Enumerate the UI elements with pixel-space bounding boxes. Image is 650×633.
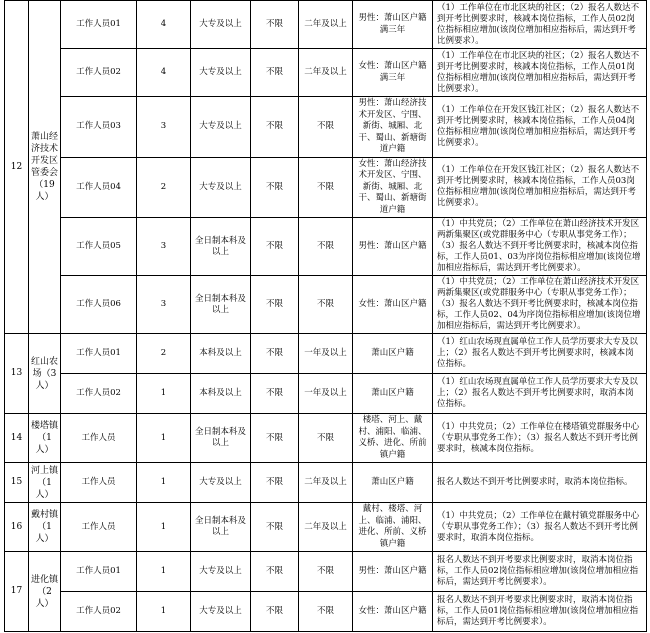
position-cell: 工作人员01 bbox=[61, 1, 137, 49]
other-requirement-cell: 男性：萧山区户籍满三年 bbox=[353, 1, 433, 49]
other-requirement-cell: 萧山区户籍 bbox=[353, 374, 433, 414]
education-cell: 全日制本科及以上 bbox=[191, 276, 251, 334]
other-requirement-cell: 男性：萧山经济技术开发区、宁围、新街、城厢、北干、蜀山、新塘街道户籍 bbox=[353, 97, 433, 158]
table-body bbox=[5, 1, 647, 632]
position-cell: 工作人员01 bbox=[61, 334, 137, 374]
major-cell: 不限 bbox=[251, 97, 299, 158]
position-cell: 工作人员02 bbox=[61, 592, 137, 632]
education-cell: 大专及以上 bbox=[191, 552, 251, 592]
count-cell: 1 bbox=[137, 552, 191, 592]
other-requirement-cell: 女性：萧山区户籍 bbox=[353, 592, 433, 632]
position-cell: 工作人员03 bbox=[61, 97, 137, 158]
experience-cell: 一年及以上 bbox=[299, 334, 353, 374]
experience-cell: 不限 bbox=[299, 97, 353, 158]
unit-name: 红山农场（3人） bbox=[29, 334, 61, 414]
position-cell: 工作人员 bbox=[61, 503, 137, 552]
count-cell: 1 bbox=[137, 592, 191, 632]
other-requirement-cell: 男性：萧山区户籍 bbox=[353, 218, 433, 276]
unit-name: 河上镇（1人） bbox=[29, 463, 61, 503]
major-cell: 不限 bbox=[251, 503, 299, 552]
note-cell: （1）工作单位在市北区块的社区；（2）报名人数达不到开考比例要求时，核减本岗位指标，工作人员01岗位指标相应增加(该岗位增加相应指标后，需达到开考比例要求）。 bbox=[433, 49, 647, 97]
major-cell: 不限 bbox=[251, 552, 299, 592]
experience-cell: 不限 bbox=[299, 414, 353, 463]
note-cell: （1）红山农场现直属单位工作人员学历要求大专及以上；（2）报名人数达不到开考比例要求时，取消本岗位指标。 bbox=[433, 374, 647, 414]
table-row bbox=[5, 503, 647, 552]
table-row bbox=[5, 276, 647, 334]
count-cell: 1 bbox=[137, 463, 191, 503]
note-cell: （1）红山农场现直属单位工作人员学历要求大专及以上；（2）报名人数达不到开考比例要求时，核减本岗位指标。 bbox=[433, 334, 647, 374]
other-requirement-cell: 戴村、楼塔、河上、临浦、浦阳、进化、所前、义桥镇户籍 bbox=[353, 503, 433, 552]
table-row bbox=[5, 1, 647, 49]
education-cell: 全日制本科及以上 bbox=[191, 503, 251, 552]
education-cell: 大专及以上 bbox=[191, 1, 251, 49]
major-cell: 不限 bbox=[251, 218, 299, 276]
position-cell: 工作人员02 bbox=[61, 374, 137, 414]
experience-cell: 二年及以上 bbox=[299, 49, 353, 97]
recruitment-table bbox=[4, 0, 647, 632]
other-requirement-cell: 女性：萧山区户籍 bbox=[353, 276, 433, 334]
note-cell: （1）工作单位在开发区钱江社区；（2）报名人数达不到开考比例要求时，核减本岗位指标，工作人员04岗位指标相应增加(该岗位增加相应指标后，需达到开考比例要求）。 bbox=[433, 97, 647, 158]
experience-cell: 二年及以上 bbox=[299, 1, 353, 49]
major-cell: 不限 bbox=[251, 49, 299, 97]
major-cell: 不限 bbox=[251, 374, 299, 414]
unit-index: 14 bbox=[5, 414, 29, 463]
unit-name: 进化镇（2人） bbox=[29, 552, 61, 632]
count-cell: 4 bbox=[137, 49, 191, 97]
major-cell: 不限 bbox=[251, 414, 299, 463]
note-cell: （1）工作单位在开发区钱江社区；（2）报名人数达不到开考比例要求时，核减本岗位指标，工作人员03岗位指标相应增加(该岗位增加相应指标后，需达到开考比例要求）。 bbox=[433, 157, 647, 218]
note-cell: 报名人数达不到开考要求比例要求时，取消本岗位指标，工作人员01岗位指标相应增加(该岗位增加相应指标后，需达到开考比例要求）。 bbox=[433, 592, 647, 632]
education-cell: 大专及以上 bbox=[191, 592, 251, 632]
unit-index: 15 bbox=[5, 463, 29, 503]
major-cell: 不限 bbox=[251, 592, 299, 632]
education-cell: 大专及以上 bbox=[191, 97, 251, 158]
note-cell: （1）中共党员；（2）工作单位在戴村镇党群服务中心（专职从事党务工作）；（3）报名人数达不到开考比例要求时，取消本岗位指标。 bbox=[433, 503, 647, 552]
table-row bbox=[5, 334, 647, 374]
education-cell: 大专及以上 bbox=[191, 157, 251, 218]
note-cell: （1）中共党员；（2）工作单位在萧山经济技术开发区两新集聚区(或党群服务中心（专职从事党务工作）；（3）报名人数达不到开考比例要求时，核减本岗位指标，工作人员02、04为序岗位指标相应增加(该岗位增加相应指标后，需达到开考比例要求）。 bbox=[433, 276, 647, 334]
table-row bbox=[5, 552, 647, 592]
table-row bbox=[5, 463, 647, 503]
experience-cell: 不限 bbox=[299, 592, 353, 632]
education-cell: 本科及以上 bbox=[191, 374, 251, 414]
position-cell: 工作人员 bbox=[61, 463, 137, 503]
table-row bbox=[5, 592, 647, 632]
position-cell: 工作人员 bbox=[61, 414, 137, 463]
note-cell: 报名人数达不到开考比例要求时，取消本岗位指标。 bbox=[433, 463, 647, 503]
position-cell: 工作人员02 bbox=[61, 49, 137, 97]
position-cell: 工作人员04 bbox=[61, 157, 137, 218]
experience-cell: 不限 bbox=[299, 552, 353, 592]
major-cell: 不限 bbox=[251, 276, 299, 334]
note-cell: （1）中共党员；（2）工作单位在萧山经济技术开发区两新集聚区(或党群服务中心（专职从事党务工作）；（3）报名人数达不到开考比例要求时，核减本岗位指标，工作人员01、03为序岗位指标相应增加(该岗位增加相应指标后，需达到开考比例要求）。 bbox=[433, 218, 647, 276]
note-cell: （1）工作单位在市北区块的社区；（2）报名人数达不到开考比例要求时，核减本岗位指标，工作人员02岗位指标相应增加(该岗位增加相应指标后，需达到开考比例要求）。 bbox=[433, 1, 647, 49]
count-cell: 2 bbox=[137, 334, 191, 374]
note-cell: （1）中共党员；（2）工作单位在楼塔镇党群服务中心（专职从事党务工作）；（3）报名人数达不到开考比例要求时，核减本岗位指标。 bbox=[433, 414, 647, 463]
experience-cell: 不限 bbox=[299, 218, 353, 276]
education-cell: 全日制本科及以上 bbox=[191, 218, 251, 276]
note-cell: 报名人数达不到开考要求比例要求时，取消本岗位指标，工作人员02岗位指标相应增加(该岗位增加相应指标后，需达到开考比例要求）。 bbox=[433, 552, 647, 592]
table-row bbox=[5, 374, 647, 414]
major-cell: 不限 bbox=[251, 1, 299, 49]
position-cell: 工作人员06 bbox=[61, 276, 137, 334]
count-cell: 4 bbox=[137, 1, 191, 49]
unit-index: 16 bbox=[5, 503, 29, 552]
major-cell: 不限 bbox=[251, 334, 299, 374]
position-cell: 工作人员01 bbox=[61, 552, 137, 592]
count-cell: 1 bbox=[137, 414, 191, 463]
education-cell: 大专及以上 bbox=[191, 463, 251, 503]
table-row bbox=[5, 97, 647, 158]
experience-cell: 一年及以上 bbox=[299, 374, 353, 414]
unit-index: 13 bbox=[5, 334, 29, 414]
count-cell: 1 bbox=[137, 503, 191, 552]
count-cell: 1 bbox=[137, 374, 191, 414]
education-cell: 本科及以上 bbox=[191, 334, 251, 374]
table-row bbox=[5, 49, 647, 97]
count-cell: 3 bbox=[137, 218, 191, 276]
other-requirement-cell: 女性：萧山经济技术开发区、宁围、新街、城厢、北干、蜀山、新塘街道户籍 bbox=[353, 157, 433, 218]
education-cell: 全日制本科及以上 bbox=[191, 414, 251, 463]
other-requirement-cell: 男性：萧山区户籍 bbox=[353, 552, 433, 592]
experience-cell: 不限 bbox=[299, 157, 353, 218]
table-row bbox=[5, 218, 647, 276]
unit-index: 12 bbox=[5, 1, 29, 334]
table-row bbox=[5, 414, 647, 463]
other-requirement-cell: 楼塔、河上、戴村、浦阳、临浦、义桥、进化、所前镇户籍 bbox=[353, 414, 433, 463]
position-cell: 工作人员05 bbox=[61, 218, 137, 276]
count-cell: 3 bbox=[137, 276, 191, 334]
unit-name: 戴村镇（1人） bbox=[29, 503, 61, 552]
experience-cell: 不限 bbox=[299, 276, 353, 334]
other-requirement-cell: 女性：萧山区户籍满三年 bbox=[353, 49, 433, 97]
major-cell: 不限 bbox=[251, 157, 299, 218]
count-cell: 2 bbox=[137, 157, 191, 218]
unit-name: 萧山经济技术开发区管委会（19人） bbox=[29, 1, 61, 334]
other-requirement-cell: 萧山区户籍 bbox=[353, 463, 433, 503]
experience-cell: 二年及以上 bbox=[299, 463, 353, 503]
unit-index: 17 bbox=[5, 552, 29, 632]
table-row bbox=[5, 157, 647, 218]
major-cell: 不限 bbox=[251, 463, 299, 503]
count-cell: 3 bbox=[137, 97, 191, 158]
experience-cell: 二年及以上 bbox=[299, 503, 353, 552]
education-cell: 大专及以上 bbox=[191, 49, 251, 97]
unit-name: 楼塔镇（1人） bbox=[29, 414, 61, 463]
other-requirement-cell: 萧山区户籍 bbox=[353, 334, 433, 374]
